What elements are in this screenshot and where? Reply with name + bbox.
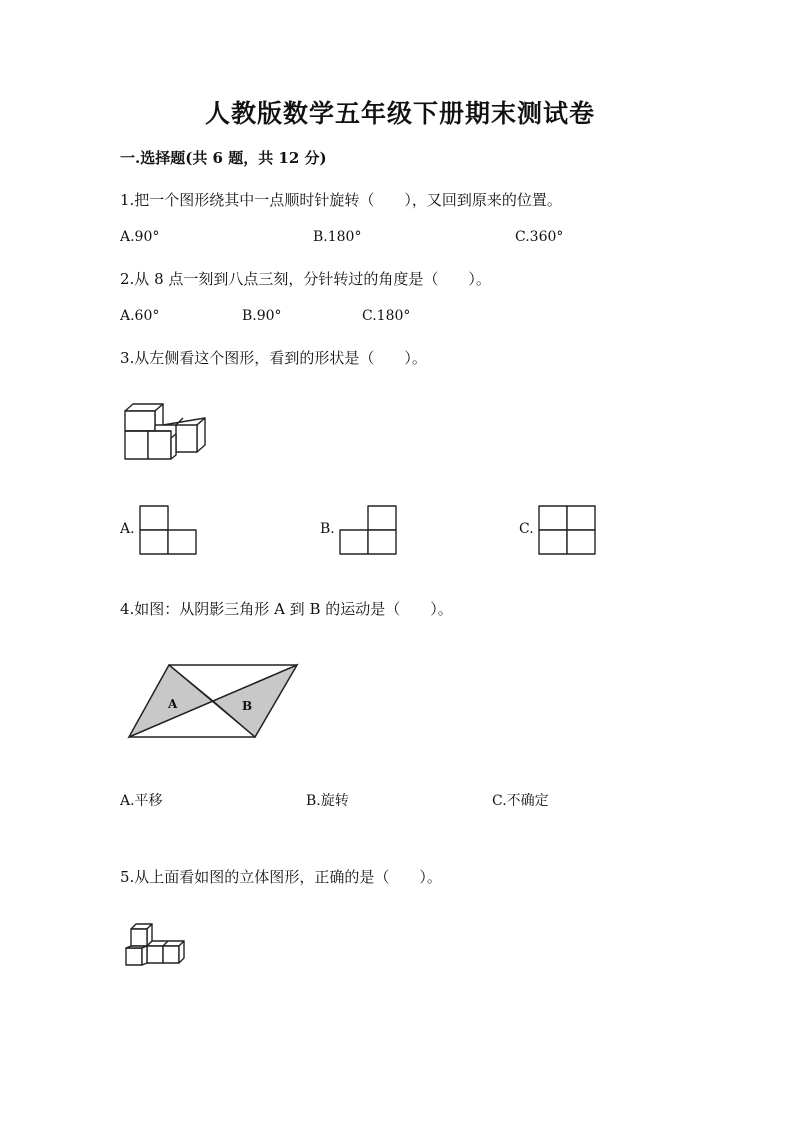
question-3-option-b[interactable]: B.: [320, 521, 335, 537]
question-2-text: 2.从 8 点一刻到八点三刻，分针转过的角度是（ ）。: [120, 270, 491, 288]
question-5-cube-figure: [122, 920, 188, 968]
question-1-text: 1.把一个图形绕其中一点顺时针旋转（ ），又回到原来的位置。: [120, 191, 562, 209]
question-4-option-a[interactable]: A.平移: [120, 793, 163, 809]
question-3-option-c[interactable]: C.: [519, 521, 534, 537]
question-3-option-a-shape[interactable]: [139, 505, 199, 556]
page-title: 人教版数学五年级下册期末测试卷: [204, 99, 595, 128]
question-3-option-b-shape[interactable]: [339, 505, 399, 556]
question-4-parallelogram-figure: [126, 662, 301, 740]
question-3-cube-figure: [118, 398, 213, 464]
question-3-option-a[interactable]: A.: [120, 521, 135, 537]
question-2-option-b[interactable]: B.90°: [242, 308, 282, 324]
question-3-text: 3.从左侧看这个图形，看到的形状是（ ）。: [120, 349, 427, 367]
question-1-option-c[interactable]: C.360°: [515, 229, 564, 245]
section-heading: 一.选择题(共 6 题，共 12 分): [120, 149, 327, 167]
question-1-option-b[interactable]: B.180°: [313, 229, 362, 245]
question-2-option-a[interactable]: A.60°: [120, 308, 160, 324]
question-2-option-c[interactable]: C.180°: [362, 308, 411, 324]
question-5-text: 5.从上面看如图的立体图形，正确的是（ ）。: [120, 868, 442, 886]
question-4-option-c[interactable]: C.不确定: [492, 793, 549, 809]
question-3-option-c-shape[interactable]: [538, 505, 598, 556]
triangle-b-label: B: [242, 699, 253, 713]
question-4-text: 4.如图：从阴影三角形 A 到 B 的运动是（ ）。: [120, 600, 453, 618]
triangle-a-label: A: [168, 697, 178, 711]
question-1-option-a[interactable]: A.90°: [120, 229, 160, 245]
question-4-option-b[interactable]: B.旋转: [306, 793, 349, 809]
